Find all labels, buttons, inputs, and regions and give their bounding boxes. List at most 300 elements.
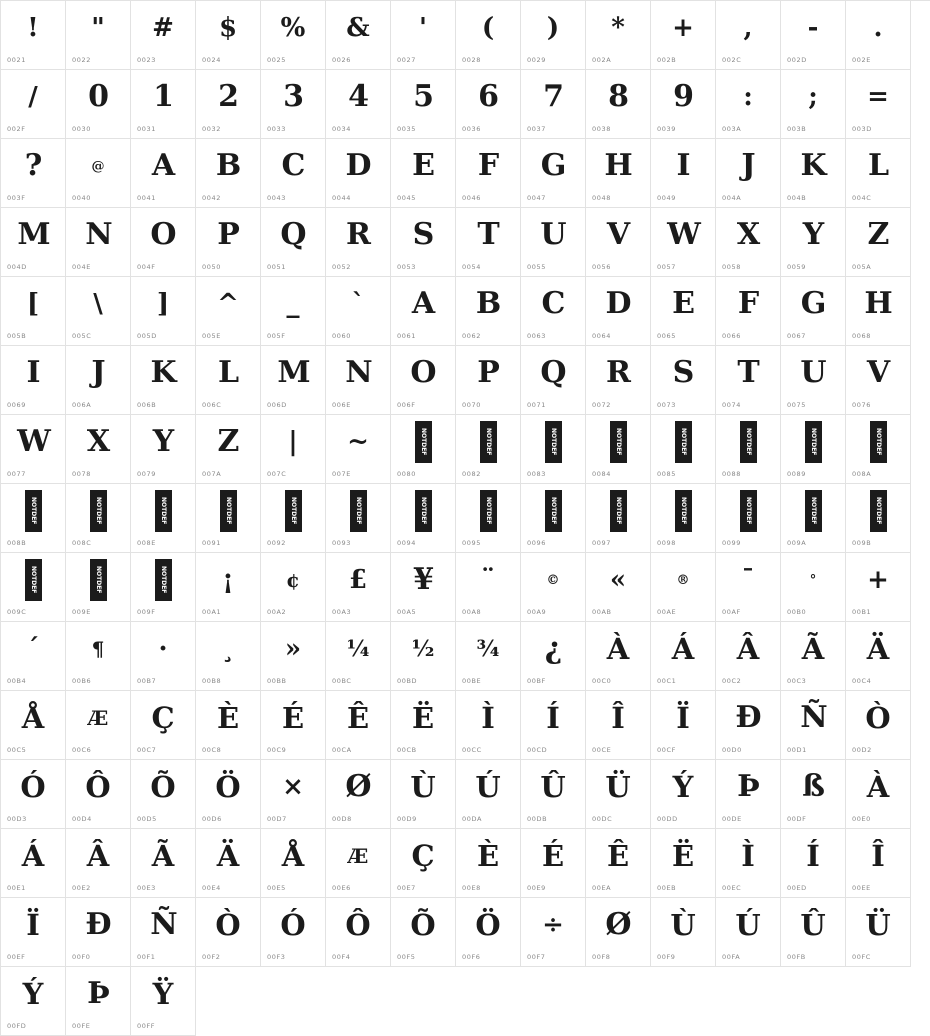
glyph-preview bbox=[1, 970, 65, 1018]
glyph-cell[interactable] bbox=[456, 346, 521, 415]
glyph-preview bbox=[1, 694, 65, 742]
glyph-cell[interactable] bbox=[196, 691, 261, 760]
glyph-cell[interactable] bbox=[846, 898, 911, 967]
glyph-cell[interactable] bbox=[391, 277, 456, 346]
glyph-cell[interactable] bbox=[1, 691, 66, 760]
glyph-cell[interactable] bbox=[196, 1, 261, 70]
glyph-code-label: 006F bbox=[397, 401, 416, 409]
glyph-cell[interactable] bbox=[326, 277, 391, 346]
glyph-cell[interactable] bbox=[131, 139, 196, 208]
glyph-cell[interactable] bbox=[651, 760, 716, 829]
glyph-cell[interactable] bbox=[326, 760, 391, 829]
glyph-preview bbox=[66, 832, 130, 880]
glyph-preview bbox=[846, 211, 910, 259]
glyph-character: À bbox=[866, 769, 890, 804]
glyph-cell[interactable] bbox=[716, 622, 781, 691]
glyph-character: + bbox=[867, 565, 889, 595]
glyph-code-label: 00C5 bbox=[7, 746, 27, 754]
glyph-cell[interactable] bbox=[586, 1, 651, 70]
glyph-cell[interactable] bbox=[521, 691, 586, 760]
glyph-cell[interactable] bbox=[716, 277, 781, 346]
glyph-preview bbox=[391, 763, 455, 811]
glyph-cell[interactable] bbox=[716, 415, 781, 484]
glyph-code-label: 0078 bbox=[72, 470, 91, 478]
glyph-cell[interactable] bbox=[1, 484, 66, 553]
glyph-cell[interactable] bbox=[261, 898, 326, 967]
glyph-preview bbox=[586, 4, 650, 52]
glyph-cell[interactable] bbox=[521, 553, 586, 622]
glyph-code-label: 008E bbox=[137, 539, 156, 547]
glyph-cell[interactable] bbox=[716, 484, 781, 553]
glyph-cell[interactable] bbox=[326, 208, 391, 277]
glyph-character: O bbox=[150, 217, 176, 252]
glyph-code-label: 005E bbox=[202, 332, 221, 340]
glyph-character: S bbox=[672, 355, 694, 390]
glyph-cell[interactable] bbox=[586, 898, 651, 967]
glyph-cell[interactable] bbox=[521, 277, 586, 346]
glyph-cell[interactable] bbox=[651, 415, 716, 484]
glyph-preview bbox=[846, 625, 910, 673]
glyph-cell[interactable] bbox=[456, 139, 521, 208]
glyph-cell[interactable] bbox=[586, 346, 651, 415]
glyph-character: M bbox=[277, 355, 309, 390]
glyph-cell[interactable] bbox=[196, 484, 261, 553]
glyph-cell[interactable] bbox=[456, 484, 521, 553]
glyph-cell[interactable] bbox=[326, 622, 391, 691]
glyph-preview bbox=[391, 142, 455, 190]
glyph-cell[interactable] bbox=[326, 415, 391, 484]
glyph-cell[interactable] bbox=[131, 1, 196, 70]
glyph-cell[interactable] bbox=[261, 622, 326, 691]
glyph-cell[interactable] bbox=[846, 622, 911, 691]
glyph-character: ¿ bbox=[544, 631, 562, 666]
glyph-cell[interactable] bbox=[391, 829, 456, 898]
glyph-character: R bbox=[606, 355, 630, 390]
glyph-cell[interactable] bbox=[586, 829, 651, 898]
glyph-cell[interactable] bbox=[651, 277, 716, 346]
glyph-cell[interactable] bbox=[716, 139, 781, 208]
glyph-cell[interactable] bbox=[66, 553, 131, 622]
glyph-cell[interactable] bbox=[521, 70, 586, 139]
glyph-cell[interactable] bbox=[66, 691, 131, 760]
glyph-cell[interactable] bbox=[521, 484, 586, 553]
glyph-cell[interactable] bbox=[521, 415, 586, 484]
glyph-preview bbox=[846, 556, 910, 604]
glyph-cell[interactable] bbox=[586, 691, 651, 760]
glyph-cell[interactable] bbox=[781, 415, 846, 484]
glyph-cell[interactable] bbox=[1, 139, 66, 208]
glyph-cell[interactable] bbox=[456, 277, 521, 346]
glyph-cell[interactable] bbox=[1, 1, 66, 70]
glyph-cell[interactable] bbox=[131, 553, 196, 622]
glyph-cell[interactable] bbox=[261, 415, 326, 484]
glyph-cell[interactable] bbox=[1, 760, 66, 829]
glyph-cell[interactable] bbox=[66, 622, 131, 691]
glyph-character: Ó bbox=[20, 769, 46, 804]
notdef-label: NOTDEF bbox=[160, 497, 167, 525]
glyph-cell[interactable] bbox=[66, 760, 131, 829]
glyph-code-label: 008A bbox=[852, 470, 872, 478]
glyph-cell[interactable] bbox=[196, 898, 261, 967]
glyph-preview bbox=[456, 694, 520, 742]
glyph-cell[interactable] bbox=[326, 691, 391, 760]
glyph-cell[interactable] bbox=[846, 139, 911, 208]
glyph-cell[interactable] bbox=[456, 415, 521, 484]
glyph-character: L bbox=[217, 355, 239, 390]
notdef-label: NOTDEF bbox=[810, 428, 817, 456]
glyph-cell[interactable] bbox=[261, 1, 326, 70]
glyph-cell[interactable] bbox=[521, 346, 586, 415]
glyph-cell[interactable] bbox=[651, 139, 716, 208]
glyph-cell[interactable] bbox=[781, 829, 846, 898]
glyph-cell[interactable] bbox=[391, 760, 456, 829]
glyph-cell[interactable] bbox=[846, 691, 911, 760]
glyph-character: H bbox=[864, 286, 892, 321]
glyph-cell[interactable] bbox=[846, 553, 911, 622]
glyph-cell[interactable] bbox=[66, 70, 131, 139]
glyph-cell[interactable] bbox=[781, 760, 846, 829]
glyph-cell[interactable] bbox=[196, 139, 261, 208]
glyph-cell[interactable] bbox=[261, 760, 326, 829]
glyph-preview bbox=[391, 556, 455, 604]
glyph-cell[interactable] bbox=[391, 553, 456, 622]
notdef-glyph-icon bbox=[391, 418, 455, 466]
glyph-code-label: 00B6 bbox=[72, 677, 92, 685]
glyph-cell[interactable] bbox=[1, 829, 66, 898]
glyph-code-label: 0025 bbox=[267, 56, 286, 64]
glyph-cell[interactable] bbox=[846, 484, 911, 553]
glyph-cell[interactable] bbox=[391, 1, 456, 70]
glyph-cell[interactable] bbox=[651, 829, 716, 898]
glyph-code-label: 0021 bbox=[7, 56, 26, 64]
glyph-cell[interactable] bbox=[326, 70, 391, 139]
glyph-code-label: 0097 bbox=[592, 539, 611, 547]
glyph-character: ´ bbox=[26, 634, 40, 664]
glyph-character: % bbox=[280, 13, 306, 43]
glyph-cell[interactable] bbox=[456, 898, 521, 967]
glyph-cell[interactable] bbox=[261, 691, 326, 760]
glyph-cell[interactable] bbox=[196, 208, 261, 277]
glyph-cell[interactable] bbox=[196, 829, 261, 898]
glyph-cell[interactable] bbox=[846, 346, 911, 415]
glyph-cell[interactable] bbox=[66, 829, 131, 898]
glyph-preview bbox=[456, 4, 520, 52]
glyph-cell[interactable] bbox=[846, 415, 911, 484]
glyph-cell[interactable] bbox=[651, 691, 716, 760]
glyph-character: É bbox=[281, 700, 305, 735]
glyph-cell[interactable] bbox=[716, 70, 781, 139]
glyph-cell[interactable] bbox=[781, 139, 846, 208]
glyph-cell[interactable] bbox=[521, 208, 586, 277]
glyph-preview bbox=[651, 280, 715, 328]
glyph-character: W bbox=[667, 217, 699, 252]
glyph-cell[interactable] bbox=[326, 139, 391, 208]
glyph-character: Ã bbox=[801, 631, 825, 666]
glyph-code-label: 00BF bbox=[527, 677, 546, 685]
glyph-cell[interactable] bbox=[716, 691, 781, 760]
glyph-cell[interactable] bbox=[651, 70, 716, 139]
glyph-code-label: 0047 bbox=[527, 194, 546, 202]
glyph-cell[interactable] bbox=[131, 691, 196, 760]
glyph-cell[interactable] bbox=[391, 484, 456, 553]
glyph-cell[interactable] bbox=[456, 760, 521, 829]
glyph-cell[interactable] bbox=[781, 691, 846, 760]
glyph-character: Y bbox=[152, 424, 174, 459]
glyph-character: A bbox=[151, 148, 175, 183]
glyph-cell[interactable] bbox=[781, 622, 846, 691]
glyph-cell[interactable] bbox=[261, 484, 326, 553]
glyph-character: P bbox=[217, 217, 239, 252]
glyph-cell[interactable] bbox=[846, 70, 911, 139]
glyph-cell[interactable] bbox=[131, 967, 196, 1036]
glyph-cell[interactable] bbox=[456, 1, 521, 70]
glyph-cell[interactable] bbox=[586, 553, 651, 622]
glyph-cell[interactable] bbox=[326, 898, 391, 967]
glyph-cell[interactable] bbox=[651, 346, 716, 415]
glyph-preview bbox=[781, 763, 845, 811]
glyph-preview bbox=[456, 901, 520, 949]
glyph-cell[interactable] bbox=[391, 415, 456, 484]
notdef-label: NOTDEF bbox=[680, 497, 687, 525]
glyph-cell[interactable] bbox=[716, 553, 781, 622]
glyph-character: Ê bbox=[606, 838, 630, 873]
glyph-cell[interactable] bbox=[131, 622, 196, 691]
glyph-cell[interactable] bbox=[651, 484, 716, 553]
glyph-cell[interactable] bbox=[66, 1, 131, 70]
glyph-code-label: 00F3 bbox=[267, 953, 286, 961]
glyph-preview bbox=[716, 142, 780, 190]
glyph-preview bbox=[456, 556, 520, 604]
glyph-cell[interactable] bbox=[326, 1, 391, 70]
glyph-cell[interactable] bbox=[846, 760, 911, 829]
glyph-cell[interactable] bbox=[131, 70, 196, 139]
glyph-code-label: 00E1 bbox=[7, 884, 26, 892]
glyph-character: Á bbox=[671, 631, 695, 666]
glyph-cell[interactable] bbox=[261, 70, 326, 139]
glyph-cell[interactable] bbox=[196, 346, 261, 415]
glyph-character: * bbox=[611, 13, 625, 43]
glyph-cell[interactable] bbox=[521, 829, 586, 898]
glyph-code-label: 0038 bbox=[592, 125, 611, 133]
glyph-cell[interactable] bbox=[1, 553, 66, 622]
glyph-cell[interactable] bbox=[391, 622, 456, 691]
glyph-cell[interactable] bbox=[521, 898, 586, 967]
glyph-cell[interactable] bbox=[261, 277, 326, 346]
glyph-cell[interactable] bbox=[651, 898, 716, 967]
glyph-character: X bbox=[736, 217, 760, 252]
glyph-cell[interactable] bbox=[391, 691, 456, 760]
glyph-cell[interactable] bbox=[131, 829, 196, 898]
glyph-cell[interactable] bbox=[456, 622, 521, 691]
glyph-character: 8 bbox=[608, 79, 628, 114]
glyph-cell[interactable] bbox=[196, 70, 261, 139]
glyph-cell[interactable] bbox=[781, 1, 846, 70]
glyph-character: ] bbox=[156, 289, 170, 319]
notdef-label: NOTDEF bbox=[550, 428, 557, 456]
glyph-character: Ü bbox=[605, 769, 631, 804]
glyph-cell[interactable] bbox=[1, 277, 66, 346]
glyph-cell[interactable] bbox=[66, 898, 131, 967]
glyph-code-label: 0034 bbox=[332, 125, 351, 133]
glyph-code-label: 0044 bbox=[332, 194, 351, 202]
glyph-cell[interactable] bbox=[196, 622, 261, 691]
notdef-glyph-icon bbox=[716, 487, 780, 535]
glyph-code-label: 00FE bbox=[72, 1022, 91, 1030]
glyph-cell[interactable] bbox=[521, 139, 586, 208]
glyph-cell[interactable] bbox=[66, 277, 131, 346]
glyph-code-label: 00E3 bbox=[137, 884, 156, 892]
glyph-code-label: 008C bbox=[72, 539, 92, 547]
glyph-cell[interactable] bbox=[716, 829, 781, 898]
glyph-cell[interactable] bbox=[521, 1, 586, 70]
glyph-cell[interactable] bbox=[1, 70, 66, 139]
glyph-cell[interactable] bbox=[456, 553, 521, 622]
glyph-cell[interactable] bbox=[131, 346, 196, 415]
glyph-character: Ø bbox=[605, 907, 631, 942]
glyph-cell[interactable] bbox=[781, 898, 846, 967]
notdef-glyph-icon bbox=[781, 487, 845, 535]
glyph-cell[interactable] bbox=[716, 760, 781, 829]
glyph-cell[interactable] bbox=[586, 415, 651, 484]
glyph-cell[interactable] bbox=[66, 967, 131, 1036]
notdef-label: NOTDEF bbox=[550, 497, 557, 525]
glyph-cell[interactable] bbox=[261, 829, 326, 898]
glyph-code-label: 0080 bbox=[397, 470, 416, 478]
glyph-cell[interactable] bbox=[586, 277, 651, 346]
glyph-cell[interactable] bbox=[196, 760, 261, 829]
glyph-cell[interactable] bbox=[261, 553, 326, 622]
glyph-preview bbox=[781, 4, 845, 52]
glyph-preview bbox=[586, 694, 650, 742]
glyph-preview bbox=[781, 694, 845, 742]
glyph-cell[interactable] bbox=[716, 1, 781, 70]
glyph-preview bbox=[651, 625, 715, 673]
glyph-cell[interactable] bbox=[131, 277, 196, 346]
glyph-cell[interactable] bbox=[391, 208, 456, 277]
glyph-cell[interactable] bbox=[1, 415, 66, 484]
glyph-cell[interactable] bbox=[131, 898, 196, 967]
glyph-cell[interactable] bbox=[456, 70, 521, 139]
glyph-character: V bbox=[606, 217, 630, 252]
glyph-cell[interactable] bbox=[196, 553, 261, 622]
glyph-cell[interactable] bbox=[651, 1, 716, 70]
notdef-label: NOTDEF bbox=[355, 497, 362, 525]
glyph-code-label: 00E2 bbox=[72, 884, 91, 892]
glyph-cell[interactable] bbox=[66, 484, 131, 553]
glyph-cell[interactable] bbox=[326, 553, 391, 622]
glyph-preview bbox=[651, 73, 715, 121]
glyph-cell[interactable] bbox=[131, 415, 196, 484]
glyph-cell[interactable] bbox=[846, 829, 911, 898]
glyph-cell[interactable] bbox=[781, 346, 846, 415]
glyph-cell[interactable] bbox=[586, 760, 651, 829]
glyph-cell[interactable] bbox=[651, 622, 716, 691]
glyph-cell[interactable] bbox=[326, 829, 391, 898]
glyph-code-label: 00A8 bbox=[462, 608, 482, 616]
glyph-code-label: 0063 bbox=[527, 332, 546, 340]
glyph-cell[interactable] bbox=[391, 139, 456, 208]
glyph-cell[interactable] bbox=[131, 484, 196, 553]
glyph-cell[interactable] bbox=[66, 346, 131, 415]
glyph-cell[interactable] bbox=[1, 967, 66, 1036]
glyph-cell[interactable] bbox=[131, 760, 196, 829]
glyph-preview bbox=[131, 349, 195, 397]
glyph-cell[interactable] bbox=[456, 829, 521, 898]
glyph-cell[interactable] bbox=[196, 415, 261, 484]
glyph-cell[interactable] bbox=[391, 346, 456, 415]
glyph-cell[interactable] bbox=[131, 208, 196, 277]
glyph-cell[interactable] bbox=[261, 139, 326, 208]
glyph-preview bbox=[716, 556, 780, 604]
glyph-cell[interactable] bbox=[846, 1, 911, 70]
glyph-cell[interactable] bbox=[651, 553, 716, 622]
glyph-character: Þ bbox=[737, 769, 759, 804]
glyph-code-label: 00B7 bbox=[137, 677, 157, 685]
glyph-cell[interactable] bbox=[586, 70, 651, 139]
glyph-cell[interactable] bbox=[846, 208, 911, 277]
glyph-cell[interactable] bbox=[716, 346, 781, 415]
glyph-preview bbox=[456, 349, 520, 397]
glyph-cell[interactable] bbox=[456, 691, 521, 760]
glyph-cell[interactable] bbox=[716, 898, 781, 967]
glyph-cell[interactable] bbox=[66, 415, 131, 484]
glyph-cell[interactable] bbox=[1, 898, 66, 967]
glyph-preview bbox=[196, 280, 260, 328]
glyph-cell[interactable] bbox=[326, 484, 391, 553]
glyph-cell[interactable] bbox=[781, 277, 846, 346]
glyph-code-label: 00E8 bbox=[462, 884, 481, 892]
glyph-cell[interactable] bbox=[586, 622, 651, 691]
glyph-code-label: 00EF bbox=[7, 953, 26, 961]
glyph-cell[interactable] bbox=[781, 484, 846, 553]
glyph-cell[interactable] bbox=[66, 208, 131, 277]
glyph-character: P bbox=[477, 355, 499, 390]
glyph-cell[interactable] bbox=[521, 622, 586, 691]
glyph-character: Ô bbox=[345, 907, 371, 942]
glyph-preview bbox=[391, 901, 455, 949]
glyph-cell[interactable] bbox=[391, 70, 456, 139]
glyph-cell[interactable] bbox=[1, 622, 66, 691]
glyph-code-label: 00BE bbox=[462, 677, 482, 685]
glyph-character: 0 bbox=[88, 79, 108, 114]
glyph-cell[interactable] bbox=[456, 208, 521, 277]
glyph-cell[interactable] bbox=[716, 208, 781, 277]
glyph-preview bbox=[326, 211, 390, 259]
glyph-cell[interactable] bbox=[391, 898, 456, 967]
glyph-cell[interactable] bbox=[196, 277, 261, 346]
glyph-cell[interactable] bbox=[846, 277, 911, 346]
glyph-cell[interactable] bbox=[1, 346, 66, 415]
glyph-cell[interactable] bbox=[261, 346, 326, 415]
glyph-cell[interactable] bbox=[326, 346, 391, 415]
glyph-character: K bbox=[800, 148, 826, 183]
glyph-cell[interactable] bbox=[521, 760, 586, 829]
glyph-cell[interactable] bbox=[261, 208, 326, 277]
glyph-preview bbox=[781, 211, 845, 259]
notdef-box bbox=[285, 490, 302, 532]
glyph-code-label: 00A5 bbox=[397, 608, 417, 616]
glyph-cell[interactable] bbox=[586, 484, 651, 553]
glyph-cell[interactable] bbox=[586, 139, 651, 208]
glyph-cell[interactable] bbox=[651, 208, 716, 277]
glyph-code-label: 00C4 bbox=[852, 677, 872, 685]
glyph-cell[interactable] bbox=[66, 139, 131, 208]
glyph-cell[interactable] bbox=[781, 208, 846, 277]
glyph-cell[interactable] bbox=[1, 208, 66, 277]
glyph-cell[interactable] bbox=[586, 208, 651, 277]
glyph-cell[interactable] bbox=[781, 553, 846, 622]
glyph-cell[interactable] bbox=[781, 70, 846, 139]
